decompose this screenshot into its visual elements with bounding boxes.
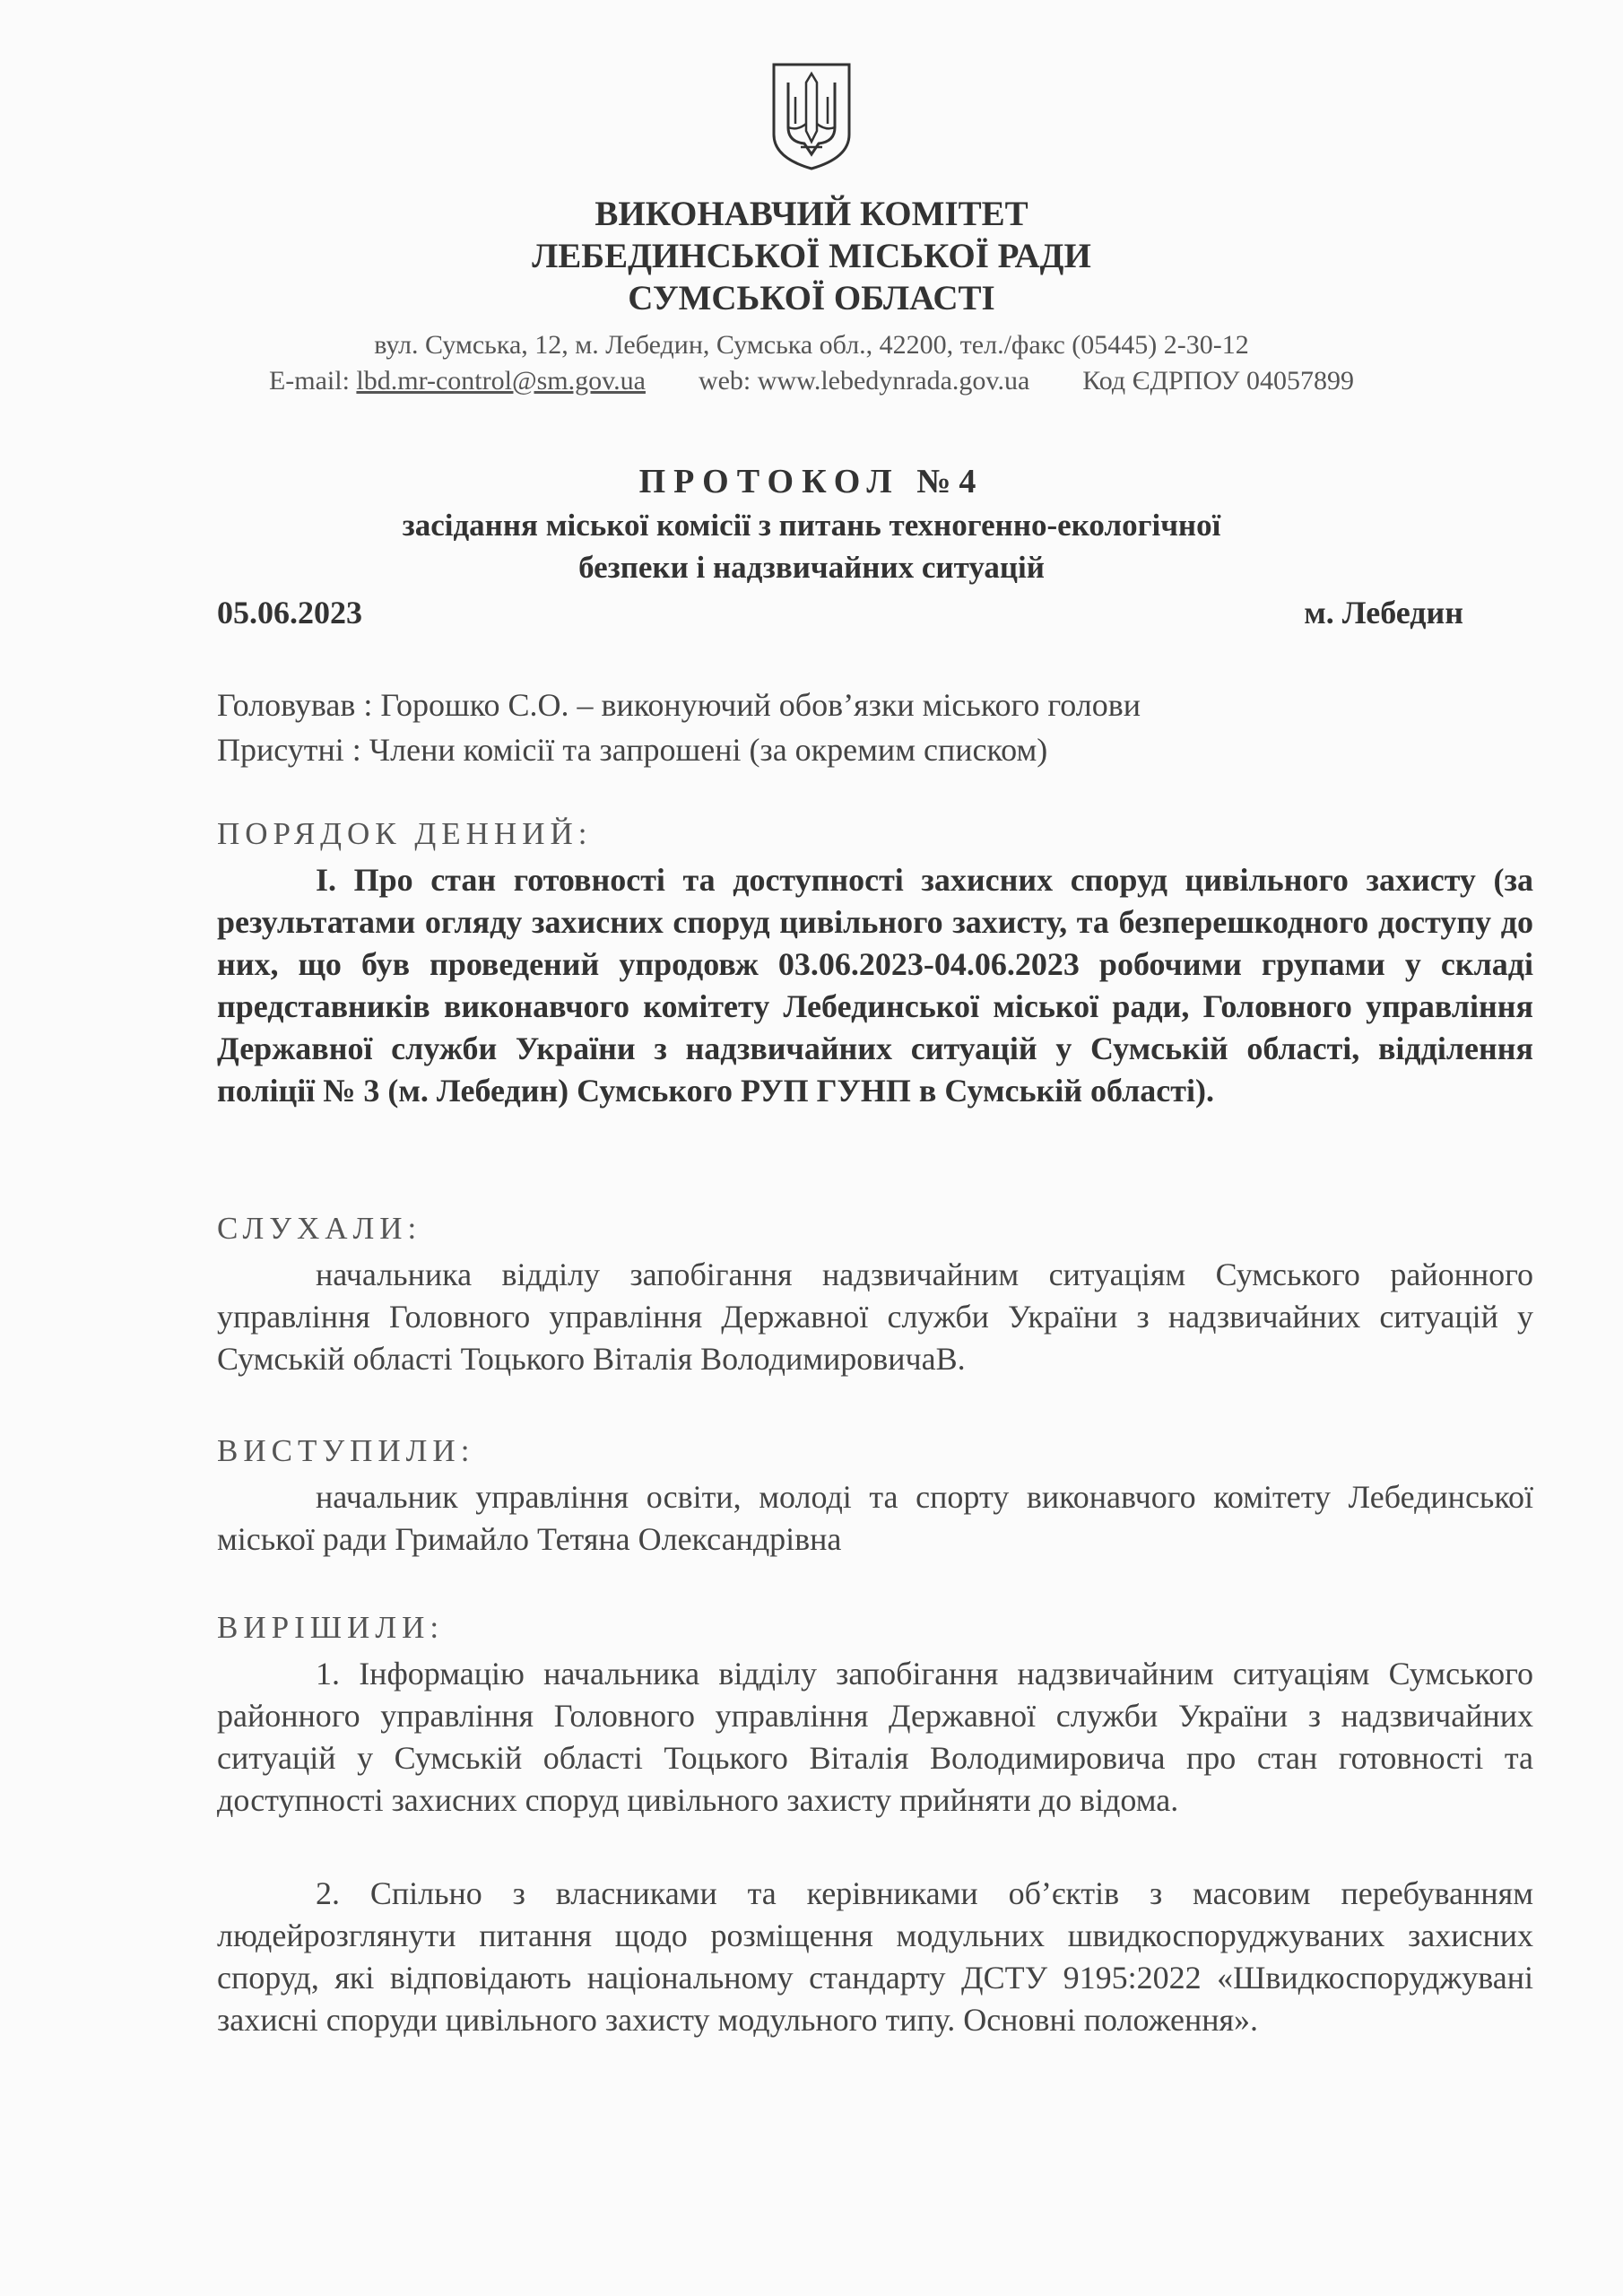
email-link[interactable]: lbd.mr-control@sm.gov.ua (356, 366, 646, 396)
agenda-item: І. Про стан готовності та доступності захисних споруд цивільного захисту (за результатами огляду захисних споруд цивільного захисту, та безперешкодного доступу до них, що був проведений упродовж 03.06.2023-04.06.2023 робочими групами у складі представників виконавчого комітету Лебединської міської ради, Головного управління Державної служби України з надзвичайних ситуацій у Сумській області, відділення поліції № 3 (м. Лебедин) Сумського РУП ГУНП в Сумській області). (217, 862, 1533, 1109)
present-line: Присутні : Члени комісії та запрошені (за окремим списком) (217, 732, 1048, 768)
spoke-label: ВИСТУПИЛИ: (217, 1433, 475, 1468)
heard-text: начальника відділу запобігання надзвичайним ситуаціям Сумського районного управління Головного управління Державної служби України з надзвичайних ситуацій у Сумській області Тоцького Віталія ВолодимировичаВ. (217, 1257, 1533, 1377)
web-address: web: www.lebedynrada.gov.ua (698, 366, 1030, 396)
chaired-line: Головував : Горошко С.О. – виконуючий обов’язки міського голови (217, 687, 1141, 723)
decided-label: ВИРІШИЛИ: (217, 1610, 445, 1645)
agenda-label: ПОРЯДОК ДЕННИЙ: (217, 816, 593, 851)
protocol-title: ПРОТОКОЛ №4 (638, 463, 985, 500)
heard-label: СЛУХАЛИ: (217, 1211, 422, 1246)
header-org-line-2: ЛЕБЕДИНСЬКОЇ МІСЬКОЇ РАДИ (532, 237, 1091, 275)
email-label: E-mail: (268, 366, 350, 396)
header-contacts (0, 363, 1623, 399)
spoke-text: начальник управління освіти, молоді та спорту виконавчого комітету Лебединської міської ради Гримайло Тетяна Олександрівна (217, 1479, 1533, 1557)
header-address: вул. Сумська, 12, м. Лебедин, Сумська обл., 42200, тел./факс (05445) 2-30-12 (374, 330, 1249, 360)
header-org-line-3: СУМСЬКОЇ ОБЛАСТІ (628, 279, 995, 317)
protocol-subtitle-line-1: засідання міської комісії з питань техногенно-екологічної (402, 508, 1221, 543)
edrpou-code: Код ЄДРПОУ 04057899 (1082, 366, 1355, 396)
decided-item-2: 2. Спільно з власниками та керівниками об’єктів з масовим перебуванням людейрозглянути питання щодо розміщення модульних швидкоспоруджуваних захисних споруд, які відповідають національному стандарту ДСТУ 9195:2022 «Швидкоспоруджувані захисні споруди цивільного захисту модульного типу. Основні положення». (217, 1875, 1533, 2038)
protocol-date: 05.06.2023 (217, 595, 362, 631)
decided-item-1: 1. Інформацію начальника відділу запобігання надзвичайним ситуаціям Сумського районного управління Головного управління Державної служби України з надзвичайних ситуацій у Сумській області Тоцького Віталія Володимировича про стан готовності та доступності захисних споруд цивільного захисту прийняти до відома. (217, 1656, 1533, 1818)
header-org-line-1: ВИКОНАВЧИЙ КОМІТЕТ (595, 195, 1028, 233)
protocol-place: м. Лебедин (1304, 595, 1463, 631)
protocol-subtitle-line-2: безпеки і надзвичайних ситуацій (578, 550, 1045, 585)
coat-of-arms-icon (768, 61, 855, 172)
